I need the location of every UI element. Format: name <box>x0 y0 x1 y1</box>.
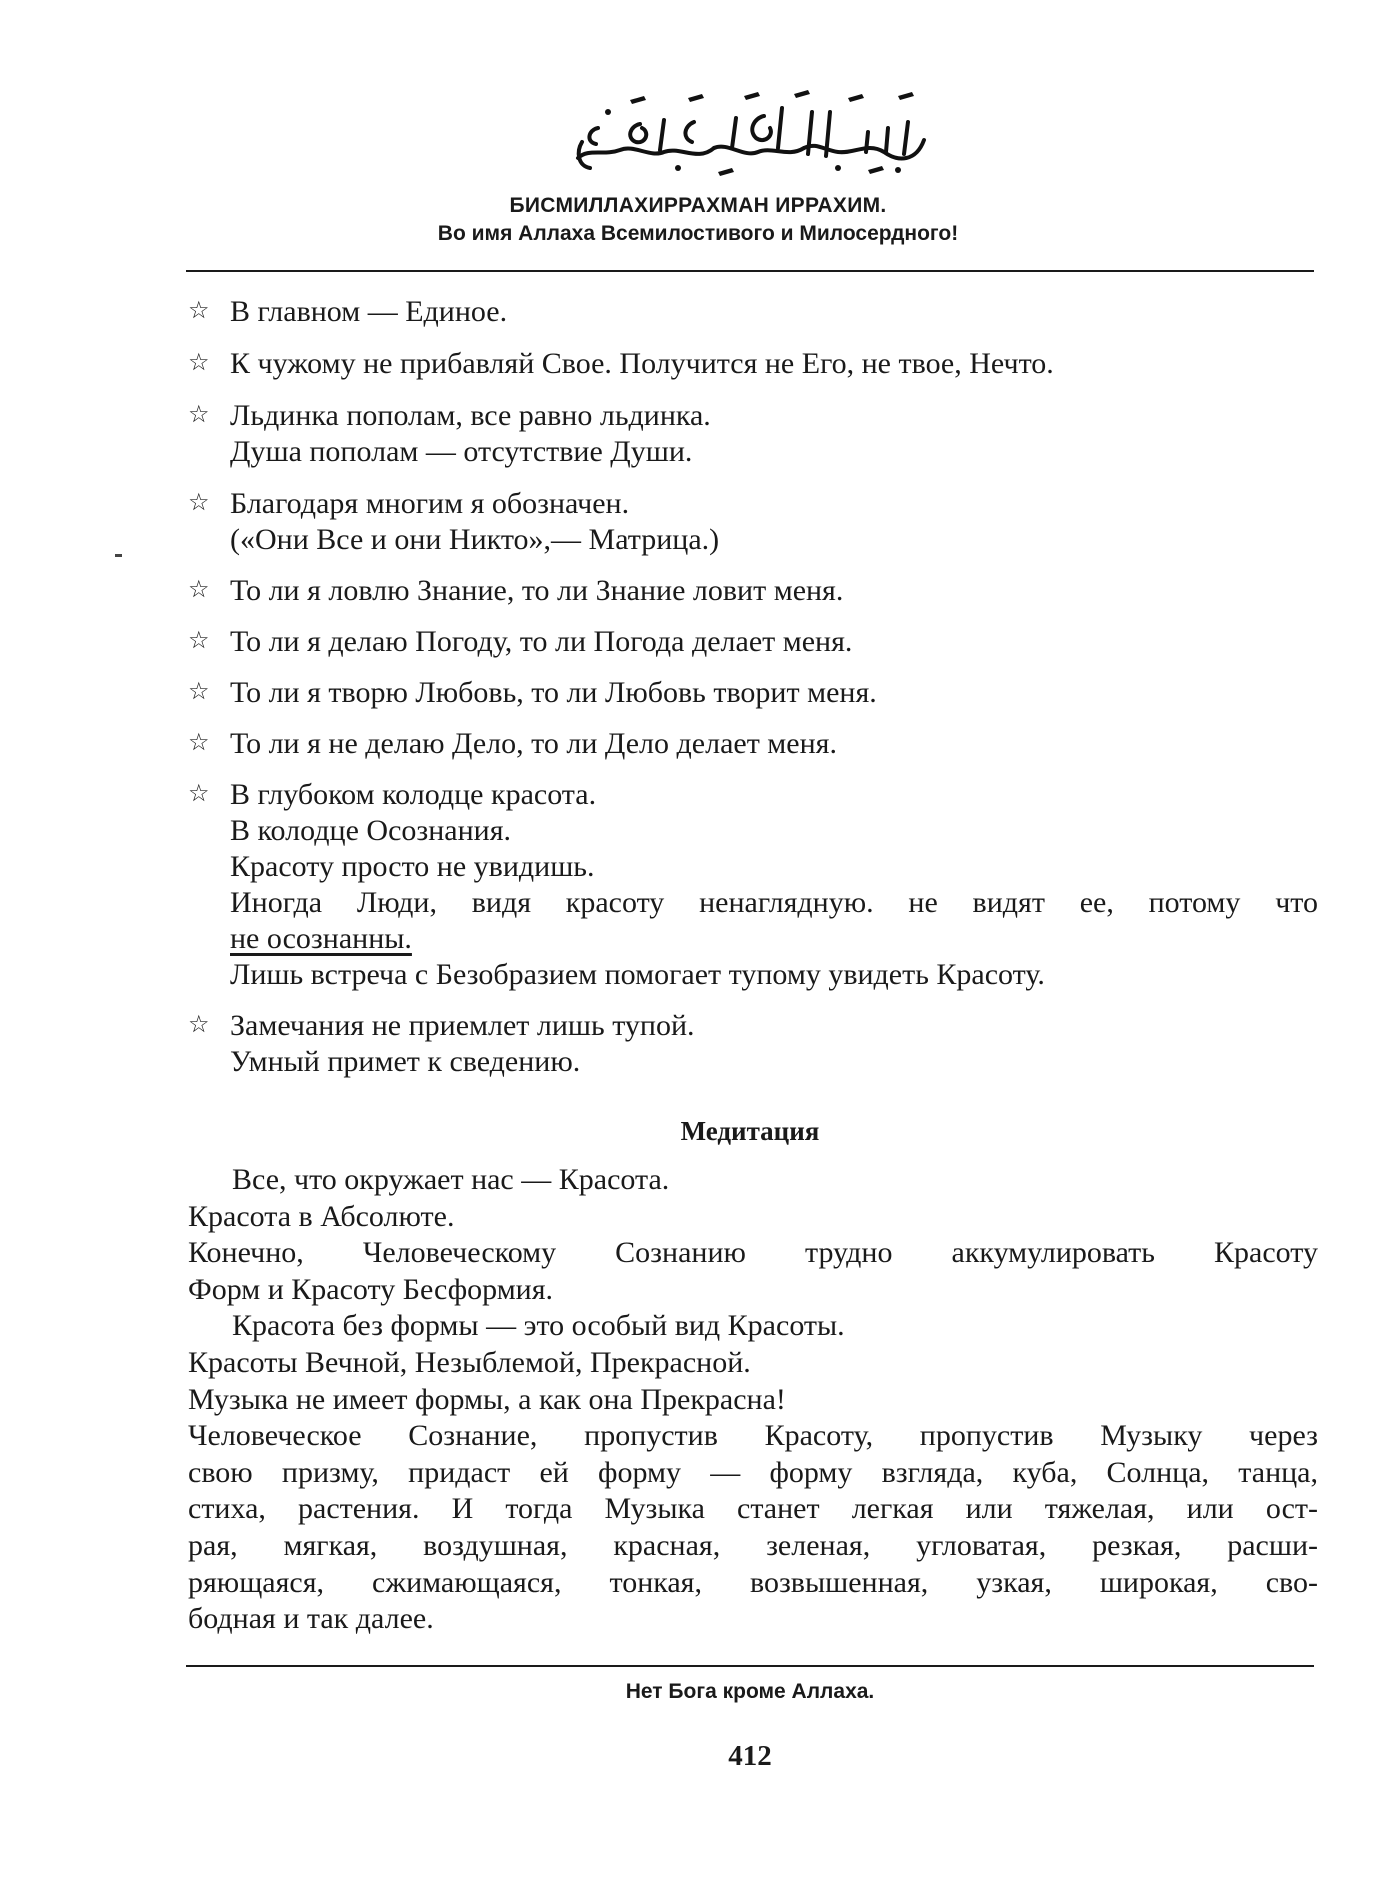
meditation-line: Музыка не имеет формы, а как она Прекрасна! <box>188 1382 786 1416</box>
saying-item <box>188 1008 1318 1080</box>
saying-line: То ли я делаю Погоду, то ли Погода делает меня. <box>230 625 853 658</box>
saying-line: К чужому не прибавляй Свое. Получится не Его, не твое, Нечто. <box>230 347 1054 380</box>
saying-line: То ли я творю Любовь, то ли Любовь творит меня. <box>230 676 877 709</box>
star-bullet-icon: ☆ <box>188 575 210 603</box>
meditation-line: Красота без формы — это особый вид Красоты. <box>232 1309 845 1343</box>
section-title: Медитация <box>680 1116 820 1146</box>
star-bullet-icon: ☆ <box>188 1010 210 1038</box>
saying-line: То ли я не делаю Дело, то ли Дело делает меня. <box>230 727 837 760</box>
star-bullet-icon: ☆ <box>188 348 210 376</box>
saying-line: Красоту просто не увидишь. <box>230 850 595 883</box>
meditation-line: Форм и Красоту Бесформия. <box>188 1272 554 1306</box>
underlined-phrase: не осознанны. <box>230 922 412 955</box>
meditation-line: Красота в Абсолюте. <box>188 1199 455 1233</box>
saying-item <box>188 726 1318 762</box>
saying-line: В глубоком колодце красота. <box>230 778 597 811</box>
saying-line: Льдинка пополам, все равно льдинка. <box>230 399 711 432</box>
meditation-line: рая, мягкая, воздушная, красная, зеленая, угловатая, резкая, расши- <box>188 1528 1318 1562</box>
saying-item <box>188 398 1318 470</box>
saying-item <box>188 486 1318 558</box>
saying-item <box>188 624 1318 660</box>
footer-text: Нет Бога кроме Аллаха. <box>625 1680 875 1703</box>
saying-line: Душа пополам — отсутствие Души. <box>230 435 693 468</box>
meditation-line: бодная и так далее. <box>188 1602 434 1636</box>
saying-line-underlined <box>230 921 1318 957</box>
meditation-text <box>188 1162 1318 1638</box>
star-bullet-icon: ☆ <box>188 677 210 705</box>
saying-item <box>188 777 1318 993</box>
star-bullet-icon: ☆ <box>188 779 210 807</box>
header-subtitle: Во имя Аллаха Всемилостивого и Милосердного! <box>437 222 959 245</box>
meditation-line: Все, что окружает нас — Красота. <box>232 1163 670 1196</box>
bismillah-calligraphy-icon <box>568 82 936 180</box>
scan-artifact-mark <box>115 554 122 557</box>
meditation-line: ряющаяся, сжимающаяся, тонкая, возвышенная, узкая, широкая, сво- <box>188 1565 1318 1599</box>
meditation-line: Конечно, Человеческому Сознанию трудно аккумулировать Красоту <box>188 1236 1318 1270</box>
star-bullet-icon: ☆ <box>188 296 210 324</box>
saying-line: Замечания не приемлет лишь тупой. <box>230 1009 695 1042</box>
meditation-line: Человеческое Сознание, пропустив Красоту, пропустив Музыку через <box>188 1419 1318 1453</box>
star-bullet-icon: ☆ <box>188 400 210 428</box>
star-bullet-icon: ☆ <box>188 728 210 756</box>
saying-line: Умный примет к сведению. <box>230 1045 581 1078</box>
header-title: БИСМИЛЛАХИРРАХМАН ИРРАХИМ. <box>509 194 887 217</box>
saying-line: Иногда Люди, видя красоту ненаглядную. не видят ее, потому что <box>230 886 1318 919</box>
saying-line: То ли я ловлю Знание, то ли Знание ловит меня. <box>230 574 844 607</box>
saying-item <box>188 346 1318 382</box>
saying-item <box>188 573 1318 609</box>
saying-item <box>188 675 1318 711</box>
saying-line: В главном — Единое. <box>230 295 508 328</box>
saying-line: Лишь встреча с Безобразием помогает тупому увидеть Красоту. <box>230 958 1045 991</box>
saying-line: Благодаря многим я обозначен. <box>230 487 630 520</box>
saying-line: («Они Все и они Никто»,— Матрица.) <box>230 523 720 556</box>
saying-line: В колодце Осознания. <box>230 814 512 847</box>
sayings-list <box>188 294 1318 1080</box>
star-bullet-icon: ☆ <box>188 488 210 516</box>
meditation-line: Красоты Вечной, Незыблемой, Прекрасной. <box>188 1345 751 1379</box>
meditation-line: свою призму, придаст ей форму — форму взгляда, куба, Солнца, танца, <box>188 1455 1318 1489</box>
saying-item <box>188 294 1318 330</box>
page-number: 412 <box>728 1740 772 1772</box>
meditation-line: стиха, растения. И тогда Музыка станет легкая или тяжелая, или ост- <box>188 1492 1318 1526</box>
footer-divider <box>186 1665 1314 1667</box>
star-bullet-icon: ☆ <box>188 626 210 654</box>
header-divider <box>186 270 1314 272</box>
